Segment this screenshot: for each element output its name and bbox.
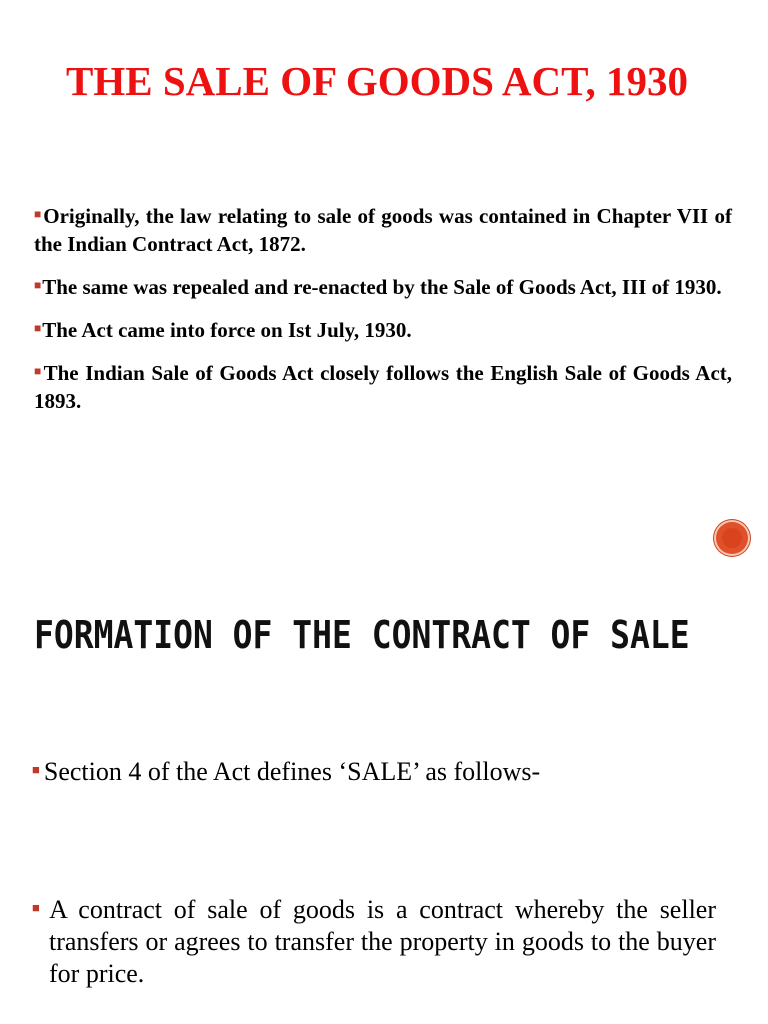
slide-2-bullet-list <box>32 754 716 990</box>
bullet-text: The Act came into force on Ist July, 1930. <box>42 318 412 342</box>
bullet-text: A contract of sale of goods is a contract whereby the seller transfers or agrees to transfer the property in goods to the buyer for price. <box>49 895 716 988</box>
list-item <box>34 271 732 301</box>
square-bullet-icon: ■ <box>34 364 43 378</box>
square-bullet-icon: ■ <box>32 762 40 777</box>
list-item <box>34 314 732 344</box>
bullet-text: Section 4 of the Act defines ‘SALE’ as follows- <box>43 757 541 786</box>
bullet-text: The same was repealed and re-enacted by the Sale of Goods Act, III of 1930. <box>42 275 722 299</box>
bullet-text: Originally, the law relating to sale of goods was contained in Chapter VII of the Indian Contract Act, 1872. <box>34 204 732 256</box>
square-bullet-icon: ■ <box>34 207 43 221</box>
square-bullet-icon: ■ <box>32 900 46 915</box>
list-item <box>32 892 716 990</box>
bullet-text: The Indian Sale of Goods Act closely follows the English Sale of Goods Act, 1893. <box>34 361 733 413</box>
list-item <box>34 200 732 258</box>
slide-1-bullet-list <box>34 200 732 428</box>
square-bullet-icon: ■ <box>34 321 42 335</box>
slide-1-title: THE SALE OF GOODS ACT, 1930 <box>66 58 688 104</box>
square-bullet-icon: ■ <box>34 278 42 292</box>
list-item <box>34 357 732 415</box>
slide-2-title: FORMATION OF THE CONTRACT OF SALE <box>34 612 690 658</box>
list-item <box>32 754 716 788</box>
